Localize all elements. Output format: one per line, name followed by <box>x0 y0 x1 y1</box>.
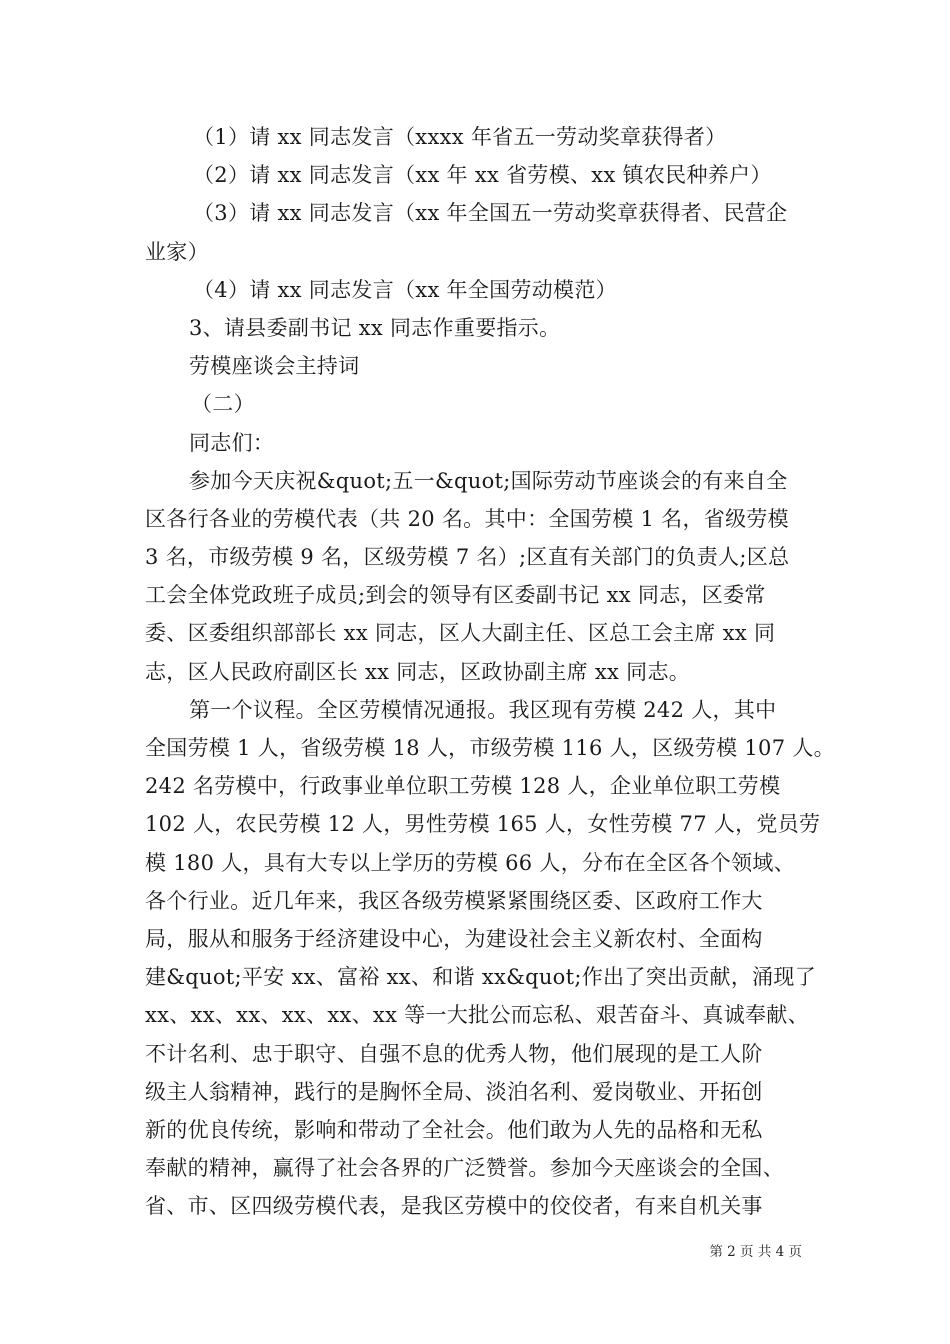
paragraph-line: 志，区人民政府副区长 xx 同志，区政协副主席 xx 同志。 <box>145 659 691 684</box>
paragraph-line: 级主人翁精神，践行的是胸怀全局、淡泊名利、爱岗敬业、开拓创 <box>145 1079 763 1104</box>
section-number: （二） <box>191 392 255 417</box>
paragraph-line: 模 180 人，具有大专以上学历的劳模 66 人，分布在全区各个领域、 <box>145 850 796 875</box>
page-footer <box>0 1240 950 1260</box>
agenda-item-2: （2）请 xx 同志发言（xx 年 xx 省劳模、xx 镇农民种养户） <box>193 163 772 188</box>
paragraph-line: 局，服从和服务于经济建设中心，为建设社会主义新农村、全面构 <box>145 926 763 951</box>
paragraph-line: 奉献的精神，赢得了社会各界的广泛赞誉。参加今天座谈会的全国、 <box>145 1156 784 1181</box>
paragraph-line: 各个行业。近几年来，我区各级劳模紧紧围绕区委、区政府工作大 <box>145 888 763 913</box>
paragraph-line: 新的优良传统，影响和带动了全社会。他们敢为人先的品格和无私 <box>145 1117 763 1142</box>
paragraph-line: 全国劳模 1 人，省级劳模 18 人，市级劳模 116 人，区级劳模 107 人。 <box>145 736 835 760</box>
section-heading: 劳模座谈会主持词 <box>189 354 360 379</box>
paragraph-line: 242 名劳模中，行政事业单位职工劳模 128 人，企业单位职工劳模 <box>145 774 781 799</box>
agenda-item-3: （3）请 xx 同志发言（xx 年全国五一劳动奖章获得者、民营企 <box>193 201 788 226</box>
agenda-item-1: （1）请 xx 同志发言（xxxx 年省五一劳动奖章获得者） <box>193 125 727 149</box>
agenda-item-instruction: 3、请县委副书记 xx 同志作重要指示。 <box>189 315 561 340</box>
paragraph-line: 省、市、区四级劳模代表，是我区劳模中的佼佼者，有来自机关事 <box>145 1194 763 1219</box>
paragraph-line: xx、xx、xx、xx、xx、xx 等一大批公而忘私、艰苦奋斗、真诚奉献、 <box>145 1003 809 1028</box>
paragraph-line: 区各行各业的劳模代表（共 20 名。其中：全国劳模 1 名，省级劳模 <box>145 506 789 531</box>
agenda-item-4: （4）请 xx 同志发言（xx 年全国劳动模范） <box>193 277 617 302</box>
page-number: 第 2 页 共 4 页 <box>709 1244 802 1260</box>
paragraph-line: 建&quot;平安 xx、富裕 xx、和谐 xx&quot;作出了突出贡献，涌现了 <box>145 965 817 990</box>
paragraph-line: 参加今天庆祝&quot;五一&quot;国际劳动节座谈会的有来自全 <box>189 468 788 493</box>
paragraph-line: 委、区委组织部部长 xx 同志，区人大副主任、区总工会主席 xx 同 <box>145 621 776 646</box>
paragraph-line: 不计名利、忠于职守、自强不息的优秀人物，他们展现的是工人阶 <box>145 1041 763 1066</box>
agenda-item-3-continued: 业家） <box>145 239 209 264</box>
document-body <box>145 118 835 1225</box>
paragraph-line: 工会全体党政班子成员;到会的领导有区委副书记 xx 同志，区委常 <box>145 583 766 608</box>
paragraph-line: 第一个议程。全区劳模情况通报。我区现有劳模 242 人，其中 <box>189 697 777 722</box>
paragraph-line: 102 人，农民劳模 12 人，男性劳模 165 人，女性劳模 77 人，党员劳 <box>145 812 821 837</box>
paragraph-line: 3 名，市级劳模 9 名，区级劳模 7 名）;区直有关部门的负责人;区总 <box>145 545 790 570</box>
salutation: 同志们： <box>189 430 275 455</box>
